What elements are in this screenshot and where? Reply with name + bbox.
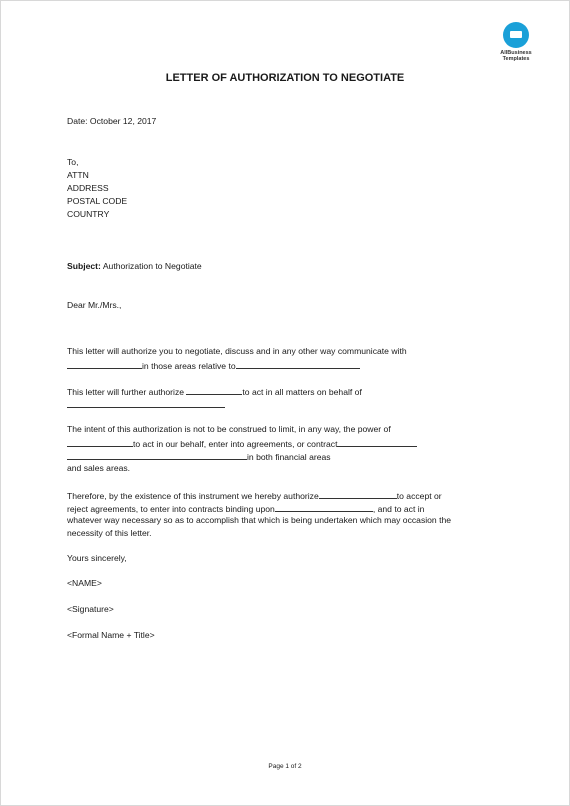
name-placeholder: <NAME> (67, 578, 102, 588)
paragraph-2: This letter will further authorize to act in all matters on behalf of (67, 387, 362, 397)
letter-date: Date: October 12, 2017 (67, 116, 157, 126)
blank-line (67, 450, 247, 460)
blank-line (186, 385, 242, 395)
paragraph-4-line-2: reject agreements, to enter into contracts binding upon , and to act in (67, 504, 425, 514)
paragraph-4-line-3: whatever way necessary so as to accomplish that which is being undertaken which may occasion the (67, 515, 452, 525)
paragraph-3-line-1: The intent of this authorization is not to be construed to limit, in any way, the power of (67, 424, 391, 434)
blank-line (337, 437, 417, 447)
salutation: Dear Mr./Mrs., (67, 300, 122, 310)
blank-line (67, 398, 225, 408)
subject-text: Authorization to Negotiate (100, 261, 202, 271)
brand-logo (496, 22, 536, 62)
subject-line (67, 261, 202, 273)
paragraph-1-line-1: This letter will authorize you to negotiate, discuss and in any other way communicate with (67, 346, 407, 356)
closing: Yours sincerely, (67, 553, 127, 563)
recipient-country: COUNTRY (67, 209, 110, 219)
blank-line (67, 359, 142, 369)
signature-placeholder: <Signature> (67, 604, 114, 614)
blank-line (236, 359, 360, 369)
recipient-attn: ATTN (67, 170, 89, 180)
blank-line (319, 489, 397, 499)
blank-line (67, 437, 133, 447)
document-title: LETTER OF AUTHORIZATION TO NEGOTIATE (165, 72, 405, 84)
blank-line (275, 502, 373, 512)
laptop-icon (503, 22, 529, 48)
paragraph-4-line-4: necessity of this letter. (67, 528, 152, 538)
recipient-postal-code: POSTAL CODE (67, 196, 128, 206)
subject-label: Subject: (67, 261, 101, 271)
paragraph-1-line-2: in those areas relative to (67, 359, 360, 373)
page-number: Page 1 of 2 (268, 763, 302, 770)
formal-name-placeholder: <Formal Name + Title> (67, 630, 155, 640)
paragraph-3-line-4: and sales areas. (67, 463, 131, 473)
paragraph-4-line-1: Therefore, by the existence of this instrument we hereby authorize to accept or (67, 491, 442, 501)
paragraph-2-line-2 (67, 398, 225, 412)
brand-name: AllBusiness Templates (500, 50, 532, 62)
recipient-address: ADDRESS (67, 183, 109, 193)
paragraph-3-line-3: in both financial areas (67, 450, 331, 464)
paragraph-3-line-2: to act in our behalf, enter into agreements, or contract (67, 437, 417, 451)
recipient-to: To, (67, 157, 79, 167)
